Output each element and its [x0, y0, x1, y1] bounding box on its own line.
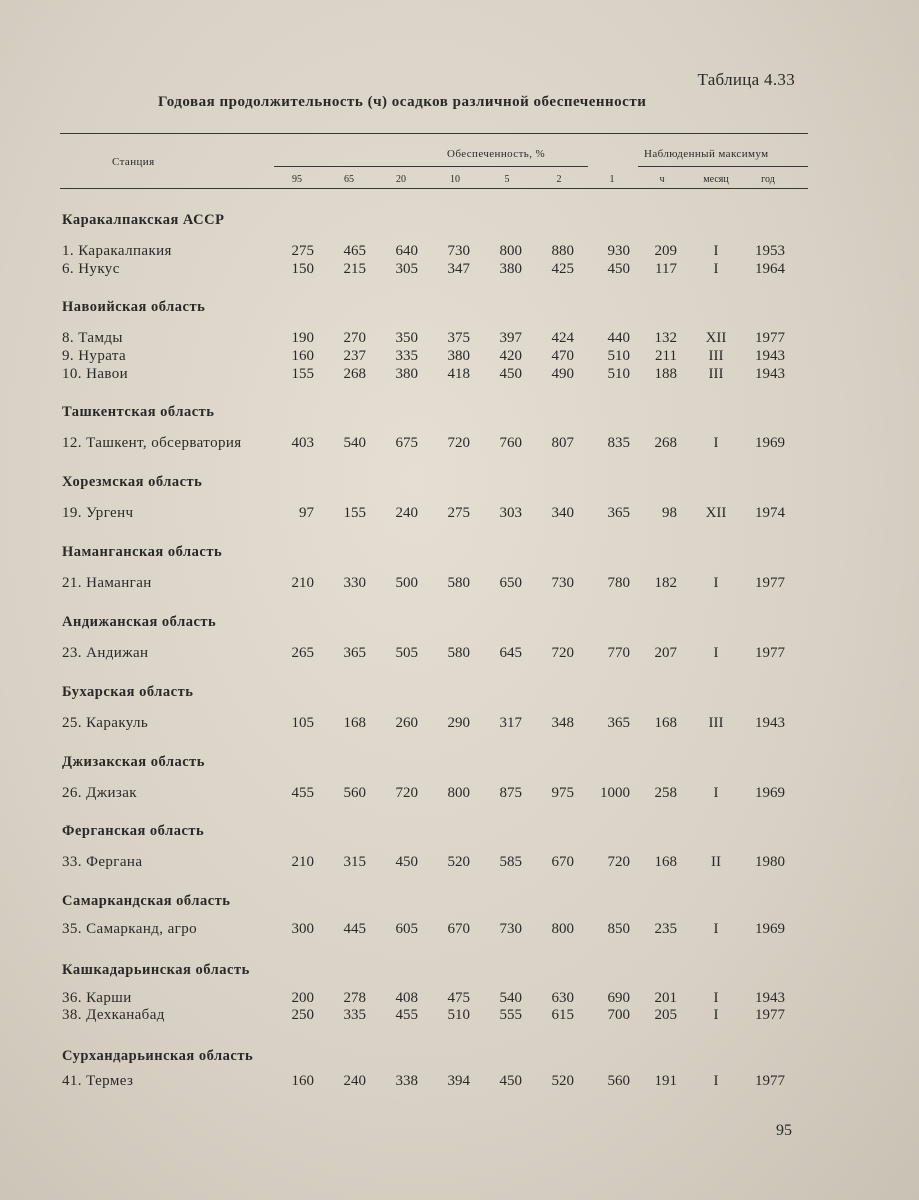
cell-value: 1943: [755, 715, 785, 731]
column-header: 5: [504, 174, 510, 185]
cell-value: 98: [662, 505, 677, 521]
cell-value: 168: [654, 854, 677, 870]
cell-value: 205: [654, 1007, 677, 1023]
cell-value: 380: [395, 366, 418, 382]
cell-value: 760: [499, 435, 522, 451]
max-subrule: [638, 166, 808, 167]
cell-value: 605: [395, 921, 418, 937]
cell-month: I: [713, 435, 719, 451]
cell-value: 975: [551, 785, 574, 801]
cell-value: 510: [607, 366, 630, 382]
table-row: [0, 1073, 919, 1090]
cell-value: 201: [654, 990, 677, 1006]
station-name: 23. Андижан: [62, 645, 149, 661]
cell-value: 1964: [755, 261, 785, 277]
cell-value: 1000: [600, 785, 630, 801]
cell-month: I: [713, 1073, 719, 1089]
cell-value: 258: [654, 785, 677, 801]
cell-value: 720: [395, 785, 418, 801]
cell-value: 450: [499, 366, 522, 382]
cell-value: 155: [291, 366, 314, 382]
station-name: 35. Самарканд, агро: [62, 921, 197, 937]
cell-value: 1969: [755, 921, 785, 937]
station-name: 38. Дехканабад: [62, 1007, 165, 1023]
cell-value: 150: [291, 261, 314, 277]
cell-value: 675: [395, 435, 418, 451]
cell-value: 720: [447, 435, 470, 451]
cell-value: 1969: [755, 435, 785, 451]
cell-value: 450: [607, 261, 630, 277]
cell-value: 425: [551, 261, 574, 277]
cell-value: 305: [395, 261, 418, 277]
cell-value: 1953: [755, 243, 785, 259]
cell-value: 540: [499, 990, 522, 1006]
column-header: 95: [292, 174, 302, 185]
cell-month: XII: [705, 505, 727, 521]
cell-value: 800: [499, 243, 522, 259]
cell-value: 450: [395, 854, 418, 870]
cell-value: 875: [499, 785, 522, 801]
cell-value: 350: [395, 330, 418, 346]
cell-value: 190: [291, 330, 314, 346]
cell-value: 188: [654, 366, 677, 382]
table-row: [0, 990, 919, 1007]
region-heading: Самаркандская область: [62, 893, 231, 909]
cell-value: 1943: [755, 348, 785, 364]
cell-month: I: [713, 645, 719, 661]
cell-value: 1943: [755, 366, 785, 382]
cell-value: 278: [343, 990, 366, 1006]
header-station: Станция: [112, 156, 155, 168]
cell-value: 720: [607, 854, 630, 870]
cell-value: 418: [447, 366, 470, 382]
cell-value: 420: [499, 348, 522, 364]
cell-value: 315: [343, 854, 366, 870]
cell-value: 1977: [755, 575, 785, 591]
cell-value: 445: [343, 921, 366, 937]
cell-value: 720: [551, 645, 574, 661]
cell-value: 268: [343, 366, 366, 382]
table-row: [0, 261, 919, 278]
cell-value: 560: [343, 785, 366, 801]
top-rule: [60, 133, 808, 134]
cell-value: 1943: [755, 990, 785, 1006]
cell-value: 540: [343, 435, 366, 451]
cell-value: 580: [447, 575, 470, 591]
station-name: 9. Нурата: [62, 348, 127, 364]
cell-value: 835: [607, 435, 630, 451]
region-heading: Наманганская область: [62, 544, 223, 560]
region-heading: Каракалпакская АССР: [62, 212, 225, 228]
cell-value: 424: [551, 330, 574, 346]
cell-value: 670: [447, 921, 470, 937]
region-heading: Ташкентская область: [62, 404, 215, 420]
cell-value: 615: [551, 1007, 574, 1023]
header-probability: Обеспеченность, %: [447, 148, 546, 160]
cell-value: 560: [607, 1073, 630, 1089]
page-number: 95: [776, 1122, 792, 1139]
cell-value: 347: [447, 261, 470, 277]
cell-month: III: [708, 366, 724, 382]
column-header: 2: [556, 174, 562, 185]
cell-value: 1977: [755, 1073, 785, 1089]
cell-value: 250: [291, 1007, 314, 1023]
station-name: 1. Каракалпакия: [62, 243, 172, 259]
cell-value: 1969: [755, 785, 785, 801]
cell-value: 160: [291, 1073, 314, 1089]
cell-value: 1974: [755, 505, 785, 521]
table-row: [0, 1007, 919, 1024]
cell-value: 807: [551, 435, 574, 451]
cell-value: 640: [395, 243, 418, 259]
cell-value: 168: [654, 715, 677, 731]
table-row: [0, 505, 919, 522]
region-heading: Навоийская область: [62, 299, 206, 315]
cell-value: 303: [499, 505, 522, 521]
cell-value: 237: [343, 348, 366, 364]
header-max: Наблюденный максимум: [644, 148, 769, 160]
cell-value: 455: [291, 785, 314, 801]
cell-value: 555: [499, 1007, 522, 1023]
cell-value: 105: [291, 715, 314, 731]
station-name: 8. Тамды: [62, 330, 123, 346]
region-heading: Ферганская область: [62, 823, 205, 839]
cell-value: 365: [607, 715, 630, 731]
cell-value: 338: [395, 1073, 418, 1089]
cell-value: 850: [607, 921, 630, 937]
table-row: [0, 366, 919, 383]
cell-value: 300: [291, 921, 314, 937]
cell-value: 580: [447, 645, 470, 661]
region-heading: Хорезмская область: [62, 474, 203, 490]
cell-value: 215: [343, 261, 366, 277]
cell-value: 260: [395, 715, 418, 731]
cell-value: 275: [291, 243, 314, 259]
table-row: [0, 645, 919, 662]
column-header: год: [761, 174, 775, 185]
cell-value: 1977: [755, 1007, 785, 1023]
cell-value: 240: [395, 505, 418, 521]
cell-value: 455: [395, 1007, 418, 1023]
region-heading: Сурхандарьинская область: [62, 1048, 254, 1064]
cell-value: 275: [447, 505, 470, 521]
cell-value: 730: [551, 575, 574, 591]
cell-value: 700: [607, 1007, 630, 1023]
cell-value: 585: [499, 854, 522, 870]
cell-month: I: [713, 921, 719, 937]
cell-value: 97: [299, 505, 314, 521]
cell-value: 397: [499, 330, 522, 346]
cell-value: 375: [447, 330, 470, 346]
cell-value: 207: [654, 645, 677, 661]
column-header: 20: [396, 174, 406, 185]
cell-value: 510: [607, 348, 630, 364]
cell-value: 645: [499, 645, 522, 661]
cell-value: 348: [551, 715, 574, 731]
station-name: 33. Фергана: [62, 854, 143, 870]
table-row: [0, 854, 919, 871]
cell-month: III: [708, 715, 724, 731]
cell-value: 235: [654, 921, 677, 937]
column-header: месяц: [703, 174, 729, 185]
cell-value: 1980: [755, 854, 785, 870]
cell-value: 200: [291, 990, 314, 1006]
table-row: [0, 921, 919, 938]
cell-value: 155: [343, 505, 366, 521]
cell-value: 270: [343, 330, 366, 346]
cell-value: 394: [447, 1073, 470, 1089]
cell-value: 380: [447, 348, 470, 364]
station-name: 6. Нукус: [62, 261, 120, 277]
station-name: 10. Навои: [62, 366, 129, 382]
cell-value: 182: [654, 575, 677, 591]
cell-value: 335: [395, 348, 418, 364]
table-row: [0, 330, 919, 347]
prob-subrule: [274, 166, 588, 167]
cell-value: 440: [607, 330, 630, 346]
cell-value: 160: [291, 348, 314, 364]
cell-value: 650: [499, 575, 522, 591]
cell-value: 408: [395, 990, 418, 1006]
cell-value: 268: [654, 435, 677, 451]
cell-value: 690: [607, 990, 630, 1006]
region-heading: Бухарская область: [62, 684, 194, 700]
cell-value: 500: [395, 575, 418, 591]
cell-month: I: [713, 1007, 719, 1023]
cell-value: 470: [551, 348, 574, 364]
cell-value: 1977: [755, 330, 785, 346]
cell-value: 191: [654, 1073, 677, 1089]
cell-value: 340: [551, 505, 574, 521]
cell-value: 490: [551, 366, 574, 382]
station-name: 41. Термез: [62, 1073, 134, 1089]
table-title: Годовая продолжительность (ч) осадков различной обеспеченности: [158, 94, 647, 110]
table-row: [0, 348, 919, 365]
cell-value: 209: [654, 243, 677, 259]
column-header: 65: [344, 174, 354, 185]
table-row: [0, 435, 919, 452]
column-header: 1: [609, 174, 615, 185]
cell-value: 730: [499, 921, 522, 937]
cell-value: 670: [551, 854, 574, 870]
cell-value: 730: [447, 243, 470, 259]
cell-value: 520: [551, 1073, 574, 1089]
cell-value: 380: [499, 261, 522, 277]
cell-value: 800: [447, 785, 470, 801]
station-name: 26. Джизак: [62, 785, 137, 801]
station-name: 19. Ургенч: [62, 505, 134, 521]
cell-value: 240: [343, 1073, 366, 1089]
table-row: [0, 715, 919, 732]
cell-value: 335: [343, 1007, 366, 1023]
cell-value: 210: [291, 575, 314, 591]
cell-value: 265: [291, 645, 314, 661]
cell-value: 520: [447, 854, 470, 870]
table-row: [0, 785, 919, 802]
cell-value: 330: [343, 575, 366, 591]
cell-value: 210: [291, 854, 314, 870]
cell-value: 211: [655, 348, 677, 364]
cell-value: 365: [343, 645, 366, 661]
cell-value: 1977: [755, 645, 785, 661]
cell-value: 630: [551, 990, 574, 1006]
cell-value: 510: [447, 1007, 470, 1023]
cell-value: 770: [607, 645, 630, 661]
cell-value: 365: [607, 505, 630, 521]
cell-value: 317: [499, 715, 522, 731]
cell-value: 800: [551, 921, 574, 937]
station-name: 25. Каракуль: [62, 715, 149, 731]
header-bottom-rule: [60, 188, 808, 189]
station-name: 36. Карши: [62, 990, 132, 1006]
cell-value: 475: [447, 990, 470, 1006]
cell-value: 132: [654, 330, 677, 346]
region-heading: Джизакская область: [62, 754, 205, 770]
cell-month: I: [713, 990, 719, 1006]
cell-value: 450: [499, 1073, 522, 1089]
table-label: Таблица 4.33: [697, 70, 795, 89]
station-name: 21. Наманган: [62, 575, 152, 591]
column-header: ч: [659, 174, 665, 185]
cell-value: 465: [343, 243, 366, 259]
column-header: 10: [450, 174, 460, 185]
cell-month: II: [711, 854, 721, 870]
cell-value: 290: [447, 715, 470, 731]
table-row: [0, 575, 919, 592]
cell-value: 117: [655, 261, 677, 277]
cell-value: 880: [551, 243, 574, 259]
cell-month: I: [713, 785, 719, 801]
region-heading: Кашкадарьинская область: [62, 962, 250, 978]
cell-value: 168: [343, 715, 366, 731]
cell-value: 930: [607, 243, 630, 259]
cell-month: I: [713, 575, 719, 591]
cell-value: 780: [607, 575, 630, 591]
table-row: [0, 243, 919, 260]
cell-value: 403: [291, 435, 314, 451]
cell-month: I: [713, 243, 719, 259]
station-name: 12. Ташкент, обсерватория: [62, 435, 242, 451]
cell-value: 505: [395, 645, 418, 661]
cell-month: III: [708, 348, 724, 364]
cell-month: I: [713, 261, 719, 277]
cell-month: XII: [705, 330, 727, 346]
region-heading: Андижанская область: [62, 614, 217, 630]
